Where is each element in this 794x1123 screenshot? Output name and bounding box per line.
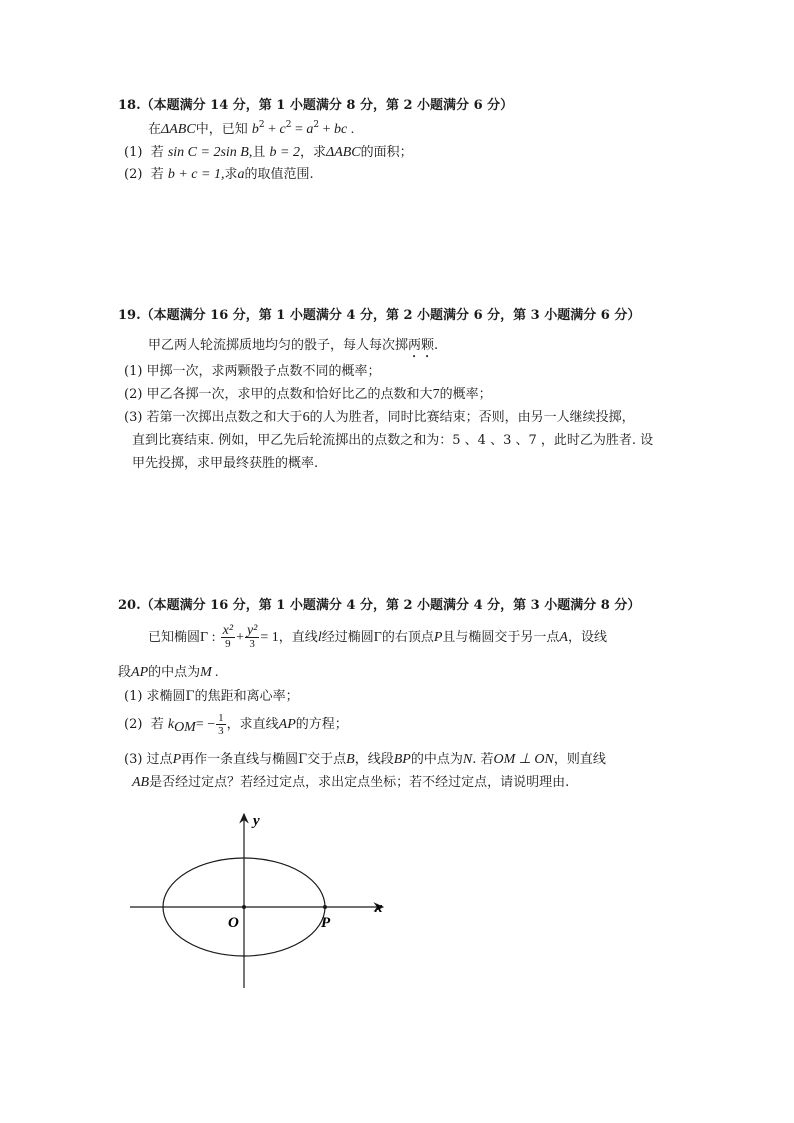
fraction-one-third: $\frac{1}{3}$ — [218, 712, 224, 737]
q20-intro: 已知椭圆Γ : $\frac{\text{x²}}{9}$ + $\frac{\text{y²}}{3}$ = 1，直线l经过椭圆Γ的右顶点P且与椭圆交于另一点A，设线 — [148, 623, 607, 650]
ellipse-figure — [125, 810, 395, 995]
q19-part3-line2: 直到比赛结束. 例如，甲乙先后轮流掷出的点数之和为：5 、4 、3 、7 ，此时乙为胜者. 设 — [132, 433, 654, 448]
point-p-label: P — [321, 915, 331, 931]
q19-part3-line3: 甲先投掷，求甲最终获胜的概率. — [132, 456, 319, 471]
q20-part2: (2) 若 $k_{OM}=$ − $\frac{1}{3}$ ，求直线AP的方程； — [124, 712, 348, 737]
origin-point — [242, 905, 246, 909]
q18-heading: 18.（本题满分 14 分，第 1 小题满分 8 分，第 2 小题满分 6 分） — [118, 98, 514, 113]
y-axis-label: y — [253, 813, 260, 829]
q19-part2: (2) 甲乙各掷一次，求甲的点数和恰好比乙的点数和大7的概率； — [124, 387, 492, 402]
q18-part2: (2) 若 b + c = 1,求a的取值范围. — [124, 167, 314, 182]
q19-part1: (1) 甲掷一次，求两颗骰子点数不同的概率； — [124, 364, 381, 379]
fraction-y2-over-3: $\frac{\text{y²}}{3}$ — [246, 623, 258, 650]
q18-intro: 在ΔABC中，已知 $b^2 + c^2 = a^2$ + bc . — [148, 120, 355, 137]
x-axis-label: x — [375, 900, 383, 916]
vertex-point-p — [323, 905, 327, 909]
q19-heading: 19.（本题满分 16 分，第 1 小题满分 4 分，第 2 小题满分 6 分，第 3 小题满分 6 分） — [118, 308, 641, 323]
q20-part1: (1) 求椭圆Γ的焦距和离心率； — [124, 689, 299, 704]
q20-heading: 20.（本题满分 16 分，第 1 小题满分 4 分，第 2 小题满分 4 分，第 3 小题满分 8 分） — [118, 598, 641, 613]
q20-part3-line1: (3) 过点P再作一条直线与椭圆Γ交于点B，线段BP的中点为N. 若OM ⊥ ON，则直线 — [124, 752, 606, 767]
q20-intro-line2: 段AP的中点为M . — [118, 665, 219, 680]
q19-intro: 甲乙两人轮流掷质地均匀的骰子，每人每次掷两颗. — [148, 338, 439, 353]
q18-part1: (1) 若 sin C = 2sin B,且 b = 2，求ΔABC的面积； — [124, 145, 413, 160]
origin-label: O — [228, 915, 239, 931]
q19-part3-line1: (3) 若第一次掷出点数之和大于6的人为胜者，同时比赛结束；否则，由另一人继续投掷， — [124, 410, 635, 425]
q20-part3-line2: AB是否经过定点？若经过定点，求出定点坐标；若不经过定点，请说明理由. — [132, 775, 570, 790]
fraction-x2-over-9: $\frac{\text{x²}}{9}$ — [222, 623, 234, 650]
